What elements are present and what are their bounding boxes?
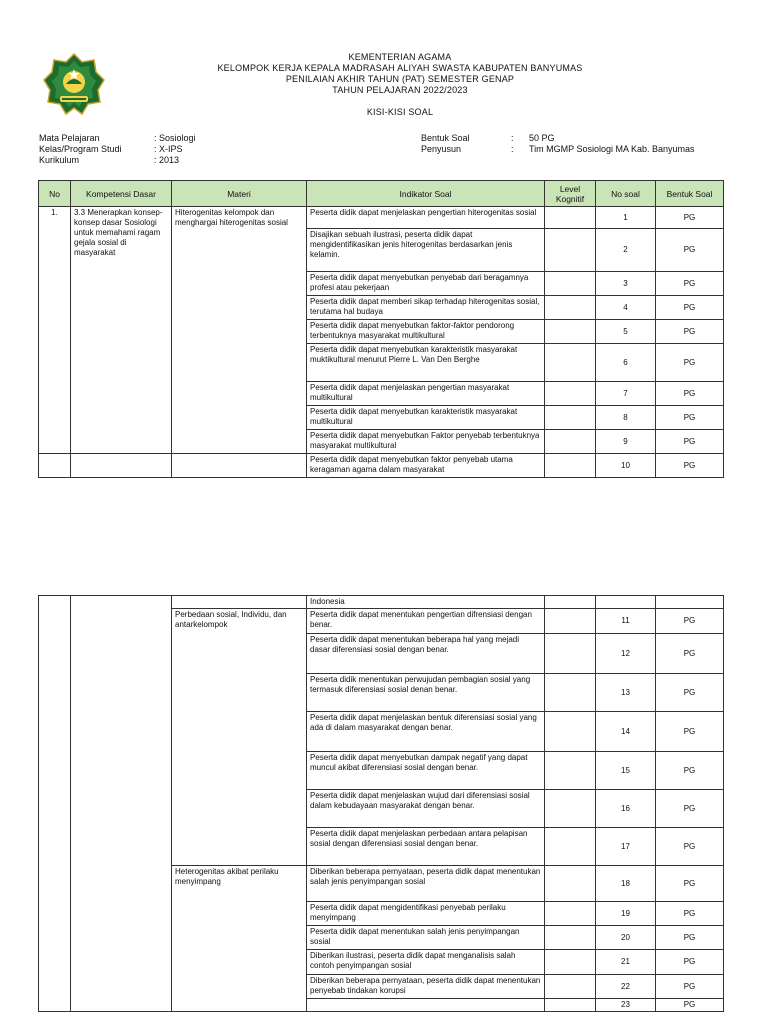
indikator-soal: Indonesia	[307, 596, 545, 609]
bentuk-soal: PG	[656, 926, 724, 950]
level-kognitif	[545, 752, 596, 790]
meta-left	[39, 133, 196, 166]
column-header: No soal	[596, 181, 656, 207]
level-kognitif	[545, 229, 596, 272]
indikator-soal: Peserta didik dapat mengidentifikasi penyebab perilaku menyimpang	[307, 902, 545, 926]
no-soal: 23	[596, 999, 656, 1012]
indikator-soal: Peserta didik dapat menjelaskan wujud dari diferensiasi sosial dalam kebudayaan masyarakat dengan benar.	[307, 790, 545, 828]
bentuk-soal: PG	[656, 828, 724, 866]
meta-key: Kurikulum	[39, 155, 80, 165]
no-soal: 12	[596, 634, 656, 674]
indikator-soal: Diberikan ilustrasi, peserta didik dapat menganalisis salah contoh penyimpangan sosial	[307, 950, 545, 975]
meta-row: Penyusun : Tim MGMP Sosiologi MA Kab. Banyumas	[421, 144, 695, 154]
table-row	[39, 207, 724, 229]
bentuk-soal: PG	[656, 634, 724, 674]
meta-row: Bentuk Soal : 50 PG	[421, 133, 555, 143]
level-kognitif	[545, 344, 596, 382]
indikator-soal: Peserta didik dapat menentukan pengertian difrensiasi dengan benar.	[307, 609, 545, 634]
header-line-4: TAHUN PELAJARAN 2022/2023	[332, 85, 468, 95]
no-soal: 4	[596, 296, 656, 320]
column-header: Kompetensi Dasar	[71, 181, 172, 207]
bentuk-soal: PG	[656, 712, 724, 752]
indikator-soal: Peserta didik dapat memberi sikap terhadap hiterogenitas sosial, terutama hal budaya	[307, 296, 545, 320]
no-soal: 5	[596, 320, 656, 344]
bentuk-soal: PG	[656, 902, 724, 926]
indikator-soal: Peserta didik dapat menentukan salah jenis penyimpangan sosial	[307, 926, 545, 950]
bentuk-soal: PG	[656, 950, 724, 975]
level-kognitif	[545, 975, 596, 999]
bentuk-soal: PG	[656, 382, 724, 406]
bentuk-soal	[656, 596, 724, 609]
bentuk-soal: PG	[656, 430, 724, 454]
empty-cell	[39, 454, 71, 478]
bentuk-soal: PG	[656, 320, 724, 344]
level-kognitif	[545, 828, 596, 866]
level-kognitif	[545, 712, 596, 752]
level-kognitif	[545, 634, 596, 674]
no-soal: 19	[596, 902, 656, 926]
bentuk-soal: PG	[656, 790, 724, 828]
empty-cell	[172, 454, 307, 478]
no-soal: 13	[596, 674, 656, 712]
meta-row: Kelas/Program Studi : X-IPS	[39, 144, 183, 154]
indikator-soal: Peserta didik dapat menyebutkan faktor penyebab utama keragaman agama dalam masyarakat	[307, 454, 545, 478]
kisi-table-page-1	[38, 180, 724, 478]
bentuk-soal: PG	[656, 406, 724, 430]
column-header: Level Kognitif	[545, 181, 596, 207]
no-soal	[596, 596, 656, 609]
indikator-soal: Disajikan sebuah ilustrasi, peserta didik dapat mengidentifikasikan jenis hiterogenitas berdasarkan jenis kelamin.	[307, 229, 545, 272]
level-kognitif	[545, 320, 596, 344]
no-soal: 3	[596, 272, 656, 296]
bentuk-soal: PG	[656, 344, 724, 382]
no-soal: 21	[596, 950, 656, 975]
no-soal: 17	[596, 828, 656, 866]
indikator-soal	[307, 999, 545, 1012]
indikator-soal: Peserta didik dapat menentukan beberapa hal yang mejadi dasar diferensiasi sosial dengan benar.	[307, 634, 545, 674]
meta-row: Mata Pelajaran : Sosiologi	[39, 133, 196, 143]
meta-value: Sosiologi	[159, 133, 196, 143]
kisi-table-page-2	[38, 595, 724, 1012]
meta-row: Kurikulum : 2013	[39, 155, 180, 165]
level-kognitif	[545, 596, 596, 609]
bentuk-soal: PG	[656, 999, 724, 1012]
level-kognitif	[545, 609, 596, 634]
bentuk-soal: PG	[656, 454, 724, 478]
level-kognitif	[545, 296, 596, 320]
indikator-soal: Peserta didik menentukan perwujudan pembagian sosial yang termasuk diferensiasi sosial denan benar.	[307, 674, 545, 712]
column-header: Indikator Soal	[307, 181, 545, 207]
meta-key: Bentuk Soal	[421, 133, 470, 143]
header-line-3: PENILAIAN AKHIR TAHUN (PAT) SEMESTER GENAP	[285, 74, 515, 84]
indikator-soal: Peserta didik dapat menyebutkan Faktor penyebab terbentuknya masyarakat multikultural	[307, 430, 545, 454]
kompetensi-dasar: 3.3 Menerapkan konsep-konsep dasar Sosiologi untuk memahami ragam gejala sosial di masyarakat	[71, 207, 172, 454]
no-soal: 18	[596, 866, 656, 902]
header-line-2: KELOMPOK KERJA KEPALA MADRASAH ALIYAH SWASTA KABUPATEN BANYUMAS	[217, 63, 583, 73]
indikator-soal: Peserta didik dapat menyebutkan penyebab dari beragamnya profesi atau pekerjaan	[307, 272, 545, 296]
no-soal: 20	[596, 926, 656, 950]
bentuk-soal: PG	[656, 674, 724, 712]
level-kognitif	[545, 902, 596, 926]
meta-key: Mata Pelajaran	[39, 133, 100, 143]
no-soal: 9	[596, 430, 656, 454]
no-soal: 7	[596, 382, 656, 406]
meta-key: Penyusun	[421, 144, 462, 154]
meta-value: X-IPS	[159, 144, 183, 154]
materi: Hiterogenitas kelompok dan menghargai hiterogenitas sosial	[172, 207, 307, 454]
meta-value: Tim MGMP Sosiologi MA Kab. Banyumas	[529, 144, 695, 154]
level-kognitif	[545, 382, 596, 406]
empty-cell	[71, 454, 172, 478]
meta-value: 50 PG	[529, 133, 555, 143]
level-kognitif	[545, 999, 596, 1012]
bentuk-soal: PG	[656, 752, 724, 790]
column-header: No	[39, 181, 71, 207]
level-kognitif	[545, 674, 596, 712]
row-number: 1.	[39, 207, 71, 454]
column-header: Materi	[172, 181, 307, 207]
indikator-soal: Peserta didik dapat menjelaskan bentuk diferensiasi sosial yang ada di dalam masyarakat dengan benar.	[307, 712, 545, 752]
bentuk-soal: PG	[656, 207, 724, 229]
bentuk-soal: PG	[656, 975, 724, 999]
indikator-soal: Peserta didik dapat menjelaskan perbedaan antara pelapisan sosial dengan diferensiasi sosial dengan benar.	[307, 828, 545, 866]
meta-value: 2013	[159, 155, 180, 165]
level-kognitif	[545, 430, 596, 454]
meta-right	[421, 133, 695, 155]
row-number	[39, 596, 71, 1012]
table-header-row	[39, 181, 724, 207]
kompetensi-dasar	[71, 596, 172, 1012]
header-line-1: KEMENTERIAN AGAMA	[348, 52, 452, 62]
bentuk-soal: PG	[656, 229, 724, 272]
column-header: Bentuk Soal	[656, 181, 724, 207]
bentuk-soal: PG	[656, 866, 724, 902]
level-kognitif	[545, 950, 596, 975]
document-title: KISI-KISI SOAL	[366, 107, 434, 117]
indikator-soal: Peserta didik dapat menyebutkan karakteristik masyarakat multikultural	[307, 406, 545, 430]
no-soal: 22	[596, 975, 656, 999]
bentuk-soal: PG	[656, 609, 724, 634]
no-soal: 6	[596, 344, 656, 382]
no-soal: 15	[596, 752, 656, 790]
table-row	[39, 596, 724, 609]
level-kognitif	[545, 454, 596, 478]
materi: Perbedaan sosial, Individu, dan antarkelompok	[172, 609, 307, 866]
indikator-soal: Diberikan beberapa pernyataan, peserta didik dapat menentukan penyebab tindakan korupsi	[307, 975, 545, 999]
materi: Heterogenitas akibat perilaku menyimpang	[172, 866, 307, 1012]
indikator-soal: Peserta didik dapat menjelaskan pengertian hiterogenitas sosial	[307, 207, 545, 229]
bentuk-soal: PG	[656, 272, 724, 296]
indikator-soal: Peserta didik dapat menyebutkan faktor-faktor pendorong terbentuknya masyarakat multikultural	[307, 320, 545, 344]
indikator-soal: Peserta didik dapat menyebutkan karakteristik masyarakat muktikultural menurut Pierre L. Van Den Berghe	[307, 344, 545, 382]
no-soal: 8	[596, 406, 656, 430]
meta-key: Kelas/Program Studi	[39, 144, 122, 154]
document-header	[120, 52, 680, 118]
kemenag-logo	[42, 52, 106, 118]
bentuk-soal: PG	[656, 296, 724, 320]
indikator-soal: Peserta didik dapat menyebutkan dampak negatif yang dapat muncul akibat diferensiasi sosial dengan benar.	[307, 752, 545, 790]
materi	[172, 596, 307, 609]
level-kognitif	[545, 406, 596, 430]
no-soal: 16	[596, 790, 656, 828]
level-kognitif	[545, 207, 596, 229]
no-soal: 1	[596, 207, 656, 229]
level-kognitif	[545, 866, 596, 902]
level-kognitif	[545, 926, 596, 950]
no-soal: 2	[596, 229, 656, 272]
no-soal: 10	[596, 454, 656, 478]
level-kognitif	[545, 272, 596, 296]
no-soal: 11	[596, 609, 656, 634]
table-row	[39, 454, 724, 478]
indikator-soal: Peserta didik dapat menjelaskan pengertian masyarakat multikultural	[307, 382, 545, 406]
no-soal: 14	[596, 712, 656, 752]
level-kognitif	[545, 790, 596, 828]
indikator-soal: Diberikan beberapa pernyataan, peserta didik dapat menentukan salah jenis penyimpangan sosial	[307, 866, 545, 902]
